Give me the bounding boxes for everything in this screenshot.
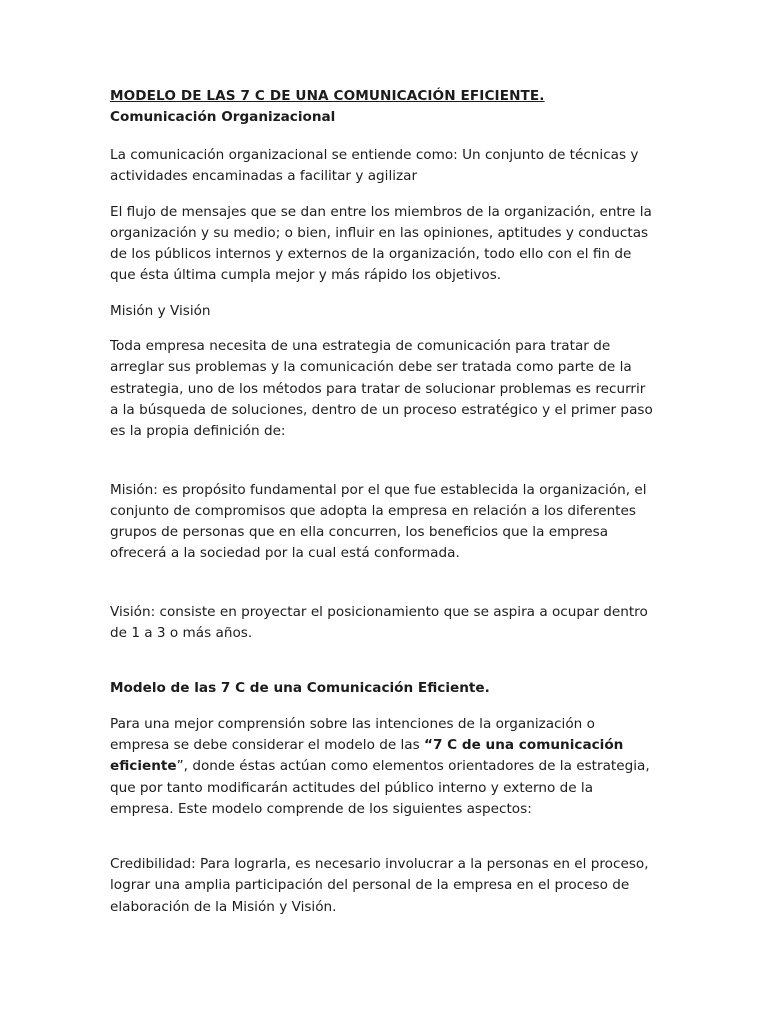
- document-subtitle: Comunicación Organizacional: [110, 109, 336, 125]
- paragraph-vision: Visión: consiste en proyectar el posicionamiento que se aspira a ocupar dentro de 1 a 3 o más años.: [110, 603, 648, 642]
- paragraph-definition: La comunicación organizacional se entiende como: Un conjunto de técnicas y actividades encaminadas a facilitar y agilizar: [110, 147, 639, 185]
- paragraph-7c-intro-end: ”, donde éstas actúan como elementos orientadores de la estrategia, que por tanto modificarán actitudes del público interno y externo de la empresa. Este modelo comprende de los siguientes aspectos:: [110, 758, 650, 817]
- paragraph-7c-intro: [110, 714, 655, 820]
- paragraph-7c-intro-start: Para una mejor comprensión sobre las intenciones de la organización o empresa se debe considerar el modelo de las: [110, 715, 595, 753]
- section-label-mision-vision: Misión y Visión: [110, 302, 211, 319]
- paragraph-strategy: Toda empresa necesita de una estrategia de comunicación para tratar de arreglar sus problemas y la comunicación debe ser tratada como parte de la estrategia, uno de los métodos para tratar de solucionar problemas es recurrir a la búsqueda de soluciones, dentro de un proceso estratégico y el primer paso es la propia definición de:: [110, 338, 653, 440]
- document-page: [110, 86, 655, 918]
- document-title: MODELO DE LAS 7 C DE UNA COMUNICACIÓN EFICIENTE.: [110, 88, 545, 104]
- section-heading-7c: Modelo de las 7 C de una Comunicación Eficiente.: [110, 680, 490, 697]
- paragraph-credibilidad: Credibilidad: Para lograrla, es necesario involucrar a la personas en el proceso, lograr una amplia participación del personal de la empresa en el proceso de elaboración de la Misión y Visión.: [110, 856, 649, 915]
- paragraph-mision: Misión: es propósito fundamental por el que fue establecida la organización, el conjunto de compromisos que adopta la empresa en relación a los diferentes grupos de personas que en ella concurren, los beneficios que la empresa ofrecerá a la sociedad por la cual está conformada.: [110, 481, 647, 562]
- paragraph-7c-intro-bold: “7 C de una comunicación eficiente: [110, 736, 624, 775]
- paragraph-message-flow: El flujo de mensajes que se dan entre los miembros de la organización, entre la organización y su medio; o bien, influir en las opiniones, aptitudes y conductas de los públicos internos y externos de la organización, todo ello con el fin de que ésta última cumpla mejor y más rápido los objetivos.: [110, 203, 652, 284]
